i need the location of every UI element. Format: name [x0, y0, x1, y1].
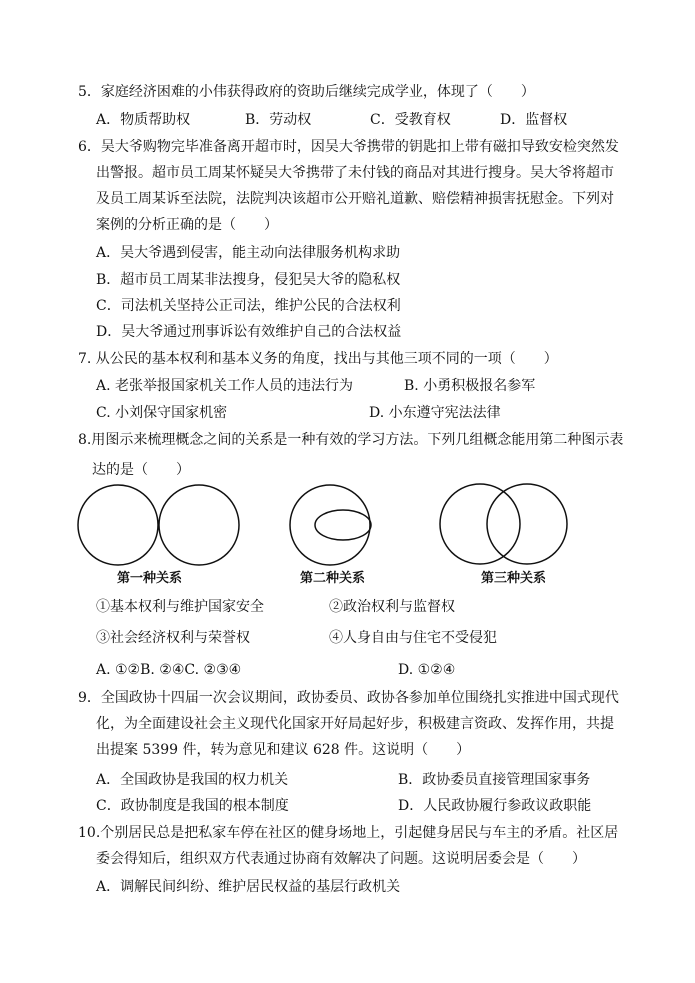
q6-option-c: C．司法机关坚持公正司法，维护公民的合法权利: [96, 298, 401, 314]
q8-item-4: ④人身自由与住宅不受侵犯: [329, 630, 497, 646]
q5-option-c: C．受教育权: [370, 112, 451, 128]
q10-option-a: A．调解民间纠纷、维护居民权益的基层行政机关: [96, 879, 401, 895]
q6-line-2: 出警报。超市员工周某怀疑吴大爷携带了未付钱的商品对其进行搜身。吴大爷将超市: [96, 165, 614, 181]
q6-option-a: A．吴大爷遇到侵害，能主动向法律服务机构求助: [96, 245, 401, 261]
diagram-1-circle-b: [159, 485, 239, 565]
q6-option-b: B．超市员工周某非法搜身，侵犯吴大爷的隐私权: [96, 272, 401, 288]
diagram-2-inner-ellipse: [315, 510, 371, 540]
q9-line-1: 9．全国政协十四届一次会议期间，政协委员、政协各参加单位围绕扎实推进中国式现代: [78, 690, 619, 706]
q8-item-3: ③社会经济权利与荣誉权: [96, 630, 250, 646]
q5-stem: 5．家庭经济困难的小伟获得政府的资助后继续完成学业，体现了（ ）: [78, 84, 535, 100]
q9-line-3: 出提案 5399 件，转为意见和建议 628 件。这说明（ ）: [96, 742, 471, 758]
q6-option-d: D．吴大爷通过刑事诉讼有效维护自己的合法权益: [96, 324, 402, 340]
q8-line-2: 达的是（ ）: [92, 462, 190, 478]
diagram-2-outer-circle: [290, 485, 370, 565]
diagram-1-circle-a: [78, 485, 158, 565]
q9-line-2: 化，为全面建设社会主义现代化国家开好局起好步，积极建言资政、发挥作用，共提: [96, 716, 614, 732]
q5-option-b: B．劳动权: [245, 112, 312, 128]
q8-item-2: ②政治权利与监督权: [329, 599, 455, 615]
diagram-2-label: 第二种关系: [300, 571, 366, 586]
q7-option-b: B. 小勇积极报名参军: [404, 378, 536, 394]
diagram-1-label: 第一种关系: [117, 571, 183, 586]
q8-line-1: 8.用图示来梳理概念之间的关系是一种有效的学习方法。下列几组概念能用第二种图示表: [78, 432, 624, 448]
q8-options-abc: A. ①②B. ②④C. ②③④: [96, 662, 242, 678]
q8-option-d: D. ①②④: [398, 662, 456, 678]
q10-line-2: 委会得知后，组织双方代表通过协商有效解决了问题。这说明居委会是（ ）: [96, 851, 586, 867]
q9-option-a: A．全国政协是我国的权力机关: [96, 772, 289, 788]
q9-option-d: D．人民政协履行参政议政职能: [398, 798, 592, 814]
q10-line-1: 10.个别居民总是把私家车停在社区的健身场地上，引起健身居民与车主的矛盾。社区居: [78, 825, 619, 841]
q8-item-1: ①基本权利与维护国家安全: [96, 599, 264, 615]
q7-stem: 7. 从公民的基本权利和基本义务的角度，找出与其他三项不同的一项（ ）: [78, 351, 558, 367]
q9-option-b: B．政协委员直接管理国家事务: [398, 772, 591, 788]
q5-option-a: A．物质帮助权: [96, 112, 191, 128]
q9-option-c: C．政协制度是我国的根本制度: [96, 798, 289, 814]
diagram-3-circle-b: [487, 484, 567, 564]
q6-line-4: 案例的分析正确的是（ ）: [96, 217, 278, 233]
q7-option-a: A. 老张举报国家机关工作人员的违法行为: [96, 378, 354, 394]
q6-line-1: 6．吴大爷购物完毕准备离开超市时，因吴大爷携带的钥匙扣上带有磁扣导致安检突然发: [78, 139, 619, 155]
q6-line-3: 及员工周某诉至法院，法院判决该超市公开赔礼道歉、赔偿精神损害抚慰金。下列对: [96, 191, 614, 207]
q5-option-d: D．监督权: [500, 112, 568, 128]
diagram-3-circle-a: [440, 484, 520, 564]
diagram-3-label: 第三种关系: [481, 571, 547, 586]
q7-option-d: D. 小东遵守宪法法律: [369, 405, 501, 421]
q7-option-c: C. 小刘保守国家机密: [96, 405, 228, 421]
